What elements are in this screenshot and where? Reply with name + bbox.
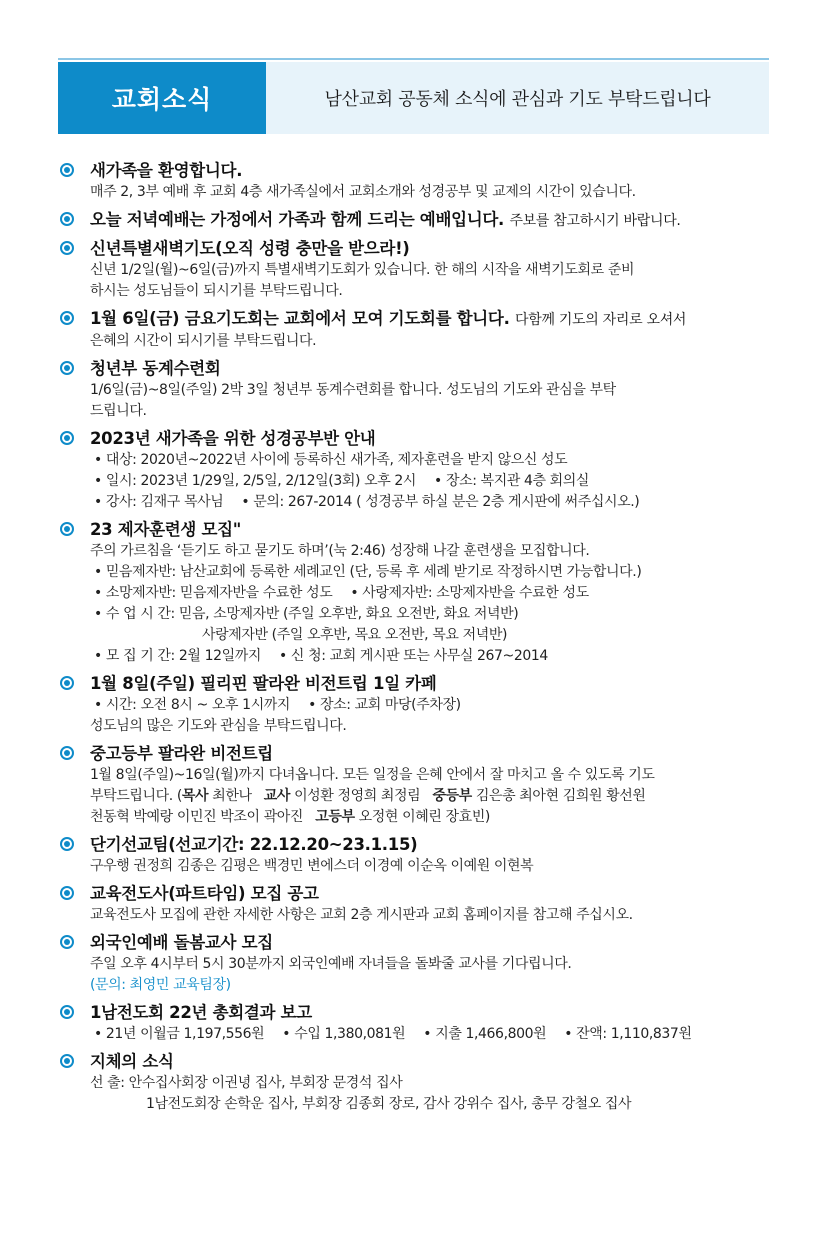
- news-item: [58, 932, 770, 996]
- news-item: [58, 160, 770, 203]
- news-line-part: • 소망제자반: 믿음제자반을 수료한 성도: [94, 585, 333, 601]
- news-item: [58, 238, 770, 302]
- news-title-suffix: 다함께 기도의 자리로 오셔서: [515, 312, 687, 328]
- news-line-part: • 장소: 복지관 4층 회의실: [434, 473, 590, 489]
- news-body: 교육전도사 모집에 관한 자세한 사항은 교회 2층 게시판과 교회 홈페이지를 참고해 주십시오.: [90, 907, 633, 923]
- bullet-icon: [60, 1054, 74, 1068]
- finance-item: • 잔액: 1,110,837원: [564, 1026, 692, 1042]
- news-line: 주일 오후 4시부터 5시 30분까지 외국인예배 자녀들을 돌봐줄 교사를 기다립니다.: [90, 956, 572, 972]
- section-tag: 교회소식: [58, 62, 266, 134]
- bullet-icon: [60, 212, 74, 226]
- news-title: 단기선교팀(선교기간: 22.12.20~23.1.15): [90, 835, 418, 854]
- page-header: [58, 62, 769, 134]
- news-line: • 수 업 시 간: 믿음, 소망제자반 (주일 오후반, 화요 오전반, 화요 저녁반): [94, 606, 519, 622]
- news-body: 드립니다.: [90, 403, 147, 419]
- bullet-icon: [60, 1005, 74, 1019]
- news-body: 1/6일(금)~8일(주일) 2박 3일 청년부 동계수련회를 합니다. 성도님의 기도와 관심을 부탁: [90, 382, 616, 398]
- news-body: 신년 1/2일(월)~6일(금)까지 특별새벽기도회가 있습니다. 한 해의 시작을 새벽기도회로 준비: [90, 262, 635, 278]
- news-title: 지체의 소식: [90, 1052, 174, 1071]
- news-title: [90, 209, 770, 232]
- names: 오정현 이혜린 장효빈): [358, 809, 490, 825]
- bullet-icon: [60, 163, 74, 177]
- bullet-icon: [60, 746, 74, 760]
- news-item: [58, 834, 770, 877]
- news-title-suffix: 주보를 참고하시기 바랍니다.: [509, 213, 681, 229]
- news-title: 교육전도사(파트타임) 모집 공고: [90, 884, 319, 903]
- news-line: • 믿음제자반: 남산교회에 등록한 세례교인 (단, 등록 후 세례 받기로 작정하시면 가능합니다.): [94, 564, 642, 580]
- news-line: [90, 471, 770, 492]
- news-line-part: • 장소: 교회 마당(주차장): [308, 697, 461, 713]
- news-item: [58, 209, 770, 232]
- finance-item: • 지출 1,466,800원: [423, 1026, 547, 1042]
- news-item: [58, 673, 770, 737]
- role-label: 교사: [263, 788, 290, 804]
- news-line: [90, 492, 770, 513]
- news-item: [58, 308, 770, 352]
- bullet-icon: [60, 837, 74, 851]
- news-title: [90, 308, 770, 331]
- finance-item: • 21년 이월금 1,197,556원: [94, 1026, 265, 1042]
- header-subtitle: 남산교회 공동체 소식에 관심과 기도 부탁드립니다: [324, 89, 711, 110]
- news-line: 1월 8일(주일)~16일(월)까지 다녀옵니다. 모든 일정을 은혜 안에서 잘 마치고 올 수 있도록 기도: [90, 767, 655, 783]
- news-item: [58, 519, 770, 667]
- news-line: [90, 646, 770, 667]
- news-title: 1월 8일(주일) 필리핀 팔라완 비전트립 1일 카페: [90, 674, 437, 693]
- news-title: 중고등부 팔라완 비전트립: [90, 744, 273, 763]
- names: 김은총 최아현 김희원 황선원: [475, 788, 646, 804]
- news-body: 매주 2, 3부 예배 후 교회 4층 새가족실에서 교회소개와 성경공부 및 교제의 시간이 있습니다.: [90, 184, 636, 200]
- bullet-icon: [60, 522, 74, 536]
- news-title: 외국인예배 돌봄교사 모집: [90, 933, 273, 952]
- news-body: 은혜의 시간이 되시기를 부탁드립니다.: [90, 333, 317, 349]
- news-line: 사랑제자반 (주일 오후반, 목요 오전반, 목요 저녁반): [202, 627, 508, 643]
- news-title-text: 1월 6일(금) 금요기도회는 교회에서 모여 기도회를 합니다.: [90, 309, 510, 328]
- news-line: [90, 1024, 770, 1045]
- news-item: [58, 358, 770, 422]
- news-body: 하시는 성도님들이 되시기를 부탁드립니다.: [90, 283, 343, 299]
- bullet-icon: [60, 361, 74, 375]
- news-line: 선 출: 안수집사회장 이권녕 집사, 부회장 문경석 집사: [90, 1075, 403, 1091]
- bullet-icon: [60, 241, 74, 255]
- names: 최한나: [212, 788, 252, 804]
- header-top-rule: [58, 58, 769, 60]
- news-line: 1남전도회장 손학운 집사, 부회장 김종회 장로, 감사 강위수 집사, 총무 강철오 집사: [146, 1096, 632, 1112]
- news-list: [58, 160, 770, 1121]
- news-line-part: • 문의: 267-2014 ( 성경공부 하실 분은 2층 게시판에 써주십시오.): [241, 494, 640, 510]
- news-line: [90, 786, 770, 807]
- news-body: 구우행 권정희 김종은 김평은 백경민 변에스더 이경예 이순옥 이예원 이현복: [90, 858, 534, 874]
- news-title: 신년특별새벽기도(오직 성령 충만을 받으라!): [90, 239, 410, 258]
- news-item: [58, 743, 770, 828]
- news-title: 청년부 동계수련회: [90, 359, 221, 378]
- news-line: [90, 695, 770, 716]
- news-title: 새가족을 환영합니다.: [90, 161, 243, 180]
- bullet-icon: [60, 676, 74, 690]
- news-line: • 대상: 2020년~2022년 사이에 등록하신 새가족, 제자훈련을 받지 않으신 성도: [94, 452, 568, 468]
- bullet-icon: [60, 311, 74, 325]
- news-line-part: 부탁드립니다. (: [90, 788, 182, 804]
- names: 이성환 정영희 최정림: [294, 788, 421, 804]
- news-line: 주의 가르침을 ‘듣기도 하고 묻기도 하며’(눅 2:46) 성장해 나갈 훈련생을 모집합니다.: [90, 543, 590, 559]
- news-item: [58, 1002, 770, 1045]
- names: 천동혁 박예랑 이민진 박조이 곽아진: [90, 809, 304, 825]
- news-line-part: • 강사: 김재구 목사님: [94, 494, 224, 510]
- finance-item: • 수입 1,380,081원: [282, 1026, 406, 1042]
- contact-note: (문의: 최영민 교육팀장): [90, 977, 231, 993]
- news-line-part: • 시간: 오전 8시 ~ 오후 1시까지: [94, 697, 291, 713]
- news-line-part: • 신 청: 교회 게시판 또는 사무실 267~2014: [279, 648, 548, 664]
- news-item: [58, 428, 770, 513]
- news-line: [90, 583, 770, 604]
- news-title: 23 제자훈련생 모집": [90, 520, 242, 539]
- news-line-part: • 사랑제자반: 소망제자반을 수료한 성도: [350, 585, 589, 601]
- bullet-icon: [60, 935, 74, 949]
- news-line-part: • 일시: 2023년 1/29일, 2/5일, 2/12일(3회) 오후 2시: [94, 473, 417, 489]
- news-title: 1남전도회 22년 총회결과 보고: [90, 1003, 312, 1022]
- news-line-part: • 모 집 기 간: 2월 12일까지: [94, 648, 261, 664]
- role-label: 목사: [181, 788, 209, 804]
- role-label: 중등부: [432, 788, 472, 804]
- news-item: [58, 1051, 770, 1115]
- news-line: [90, 807, 770, 828]
- news-title-text: 오늘 저녁예배는 가정에서 가족과 함께 드리는 예배입니다.: [90, 210, 504, 229]
- news-item: [58, 883, 770, 926]
- bullet-icon: [60, 886, 74, 900]
- news-title: 2023년 새가족을 위한 성경공부반 안내: [90, 429, 376, 448]
- role-label: 고등부: [315, 809, 355, 825]
- news-line: 성도님의 많은 기도와 관심을 부탁드립니다.: [90, 718, 347, 734]
- bullet-icon: [60, 431, 74, 445]
